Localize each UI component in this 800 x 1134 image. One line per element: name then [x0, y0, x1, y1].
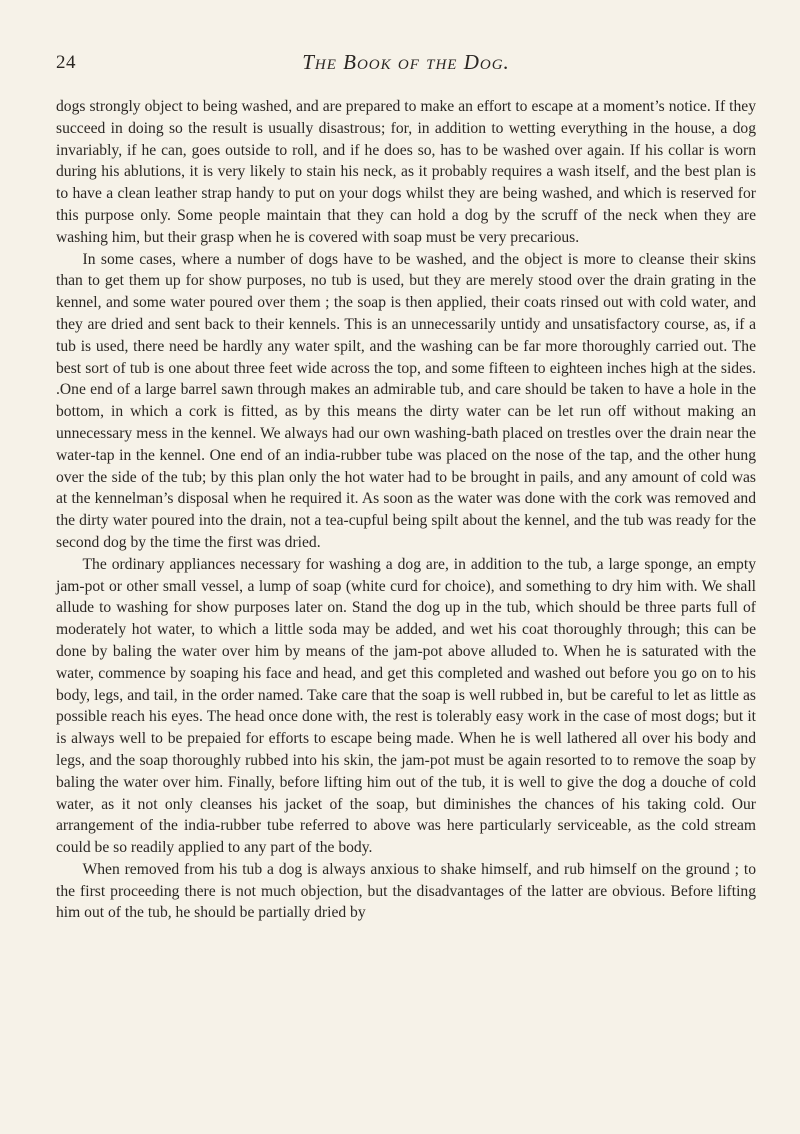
running-title: The Book of the Dog.	[302, 50, 510, 74]
body-text	[56, 96, 756, 924]
paragraph-3: The ordinary appliances necessary for washing a dog are, in addition to the tub, a large sponge, an empty jam-pot or other small vessel, a lump of soap (white curd for choice), and something to dry him with. We shall allude to washing for show purposes later on. Stand the dog up in the tub, which should be three parts full of moderately hot water, to which a little soda may be added, and wet his coat thoroughly through; this can be done by baling the water over him by means of the jam-pot above alluded to. When he is saturated with the water, commence by soaping his face and head, and get this completed and washed out before you go on to his body, legs, and tail, in the order named. Take care that the soap is well rubbed in, but be careful to let as little as possible reach his eyes. The head once done with, the rest is tolerably easy work in the case of most dogs; but it is always well to be prepaied for efforts to escape being made. When he is well lathered all over his body and legs, and the soap thoroughly rubbed into his skin, the jam-pot must be again resorted to to remove the soap by baling the water over him. Finally, before lifting him out of the tub, it is well to give the dog a douche of cold water, as it not only cleanses his jacket of the soap, but diminishes the chances of his taking cold. Our arrangement of the india-rubber tube referred to above was here particularly serviceable, as the cold stream could be so readily applied to any part of the body.	[56, 555, 756, 857]
running-head	[56, 50, 756, 80]
paragraph-1: dogs strongly object to being washed, and are prepared to make an effort to escape at a moment’s notice. If they succeed in doing so the result is usually disastrous; for, in addition to wetting everything in the house, a dog invariably, if he can, goes outside to roll, and if he does so, has to be washed over again. If his collar is worn during his ablutions, it is very likely to stain his neck, as it probably requires a wash itself, and the best plan is to have a clean leather strap handy to put on your dogs whilst they are being washed, and which is reserved for this purpose only. Some people maintain that they can hold a dog by the scruff of the neck when they are washing him, but their grasp when he is covered with soap must be very precarious.	[56, 98, 756, 246]
page-number: 24	[56, 52, 76, 73]
paragraph-2: In some cases, where a number of dogs have to be washed, and the object is more to cleanse their skins than to get them up for show purposes, no tub is used, but they are merely stood over the drain grating in the kennel, and some water poured over them ; the soap is then applied, their coats rinsed out with cold water, and they are dried and sent back to their kennels. This is an unnecessarily untidy and unsatisfactory course, as, if a tub is used, there need be hardly any water spilt, and the washing can be far more thoroughly carried out. The best sort of tub is one about three feet wide across the top, and some fifteen to eighteen inches high at the sides. .One end of a large barrel sawn through makes an admirable tub, and care should be taken to have a hole in the bottom, in which a cork is fitted, as by this means the dirty water can be let run off without making an unnecessary mess in the kennel. We always had our own washing-bath placed on trestles over the drain near the water-tap in the kennel. One end of an india-rubber tube was placed on the nose of the tap, and the other hung over the side of the tub; by this plan only the hot water had to be brought in pails, and any amount of cold was at the kennelman’s disposal when he required it. As soon as the water was done with the cork was removed and the dirty water poured into the drain, not a tea-cupful being spilt about the kennel, and the tub was ready for the second dog by the time the first was dried.	[56, 250, 756, 551]
paragraph-4: When removed from his tub a dog is always anxious to shake himself, and rub himself on the ground ; to the first proceeding there is not much objection, but the disadvantages of the latter are obvious. Before lifting him out of the tub, he should be partially dried by	[56, 860, 756, 922]
